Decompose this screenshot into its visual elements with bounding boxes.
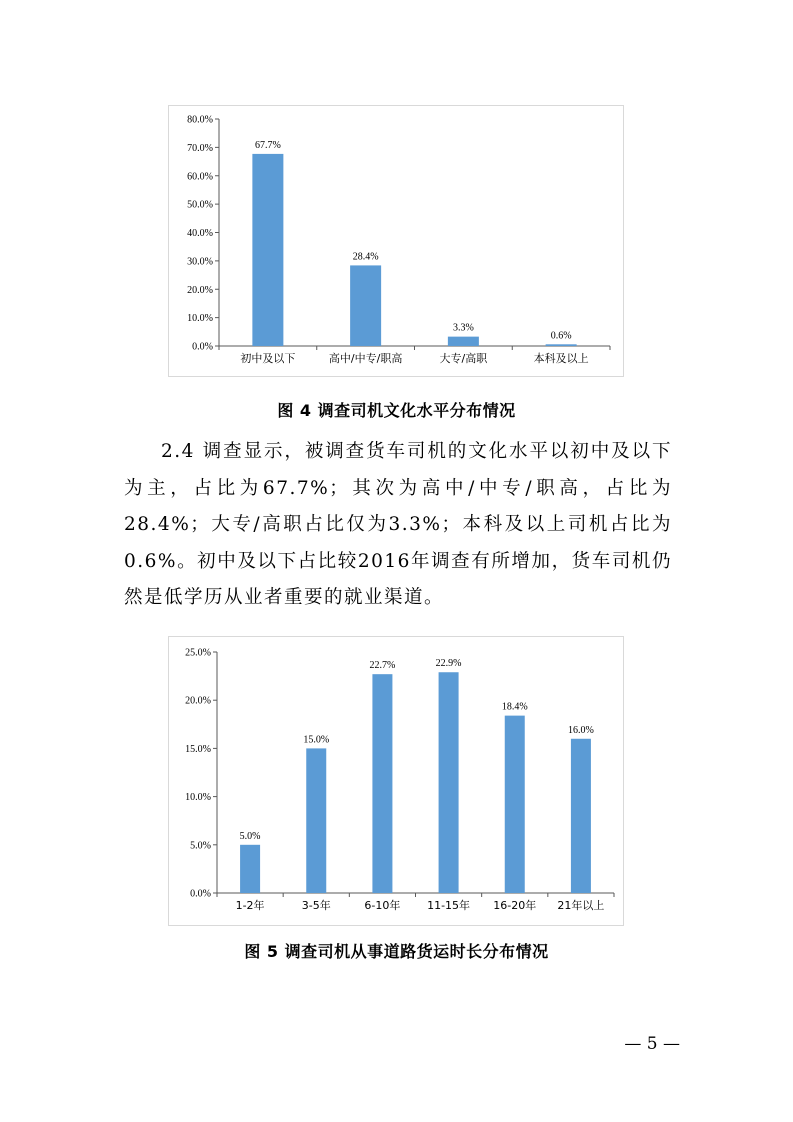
- y-tick-label: 0.0%: [190, 888, 211, 900]
- x-category-label: 11-15年: [427, 899, 471, 912]
- x-category-label: 21年以上: [557, 899, 605, 912]
- bar: [306, 748, 326, 893]
- y-tick-label: 20.0%: [187, 284, 213, 296]
- x-category-label: 高中/中专/职高: [328, 352, 403, 365]
- y-tick-label: 30.0%: [187, 256, 213, 268]
- y-tick-label: 70.0%: [187, 142, 213, 154]
- education-chart-svg: [169, 106, 625, 378]
- bar: [546, 344, 577, 346]
- x-category-label: 本科及以上: [533, 352, 589, 365]
- bar: [439, 672, 459, 893]
- x-category-label: 大专/高职: [439, 352, 488, 365]
- driving-years-chart-svg: [169, 637, 625, 927]
- bar: [448, 337, 479, 346]
- y-tick-label: 5.0%: [190, 840, 211, 852]
- y-tick-label: 0.0%: [192, 341, 213, 353]
- bar: [240, 845, 260, 893]
- bar: [571, 739, 591, 893]
- x-category-label: 初中及以下: [240, 352, 296, 365]
- y-tick-label: 80.0%: [187, 114, 213, 126]
- body-paragraph: 2.4 调查显示，被调查货车司机的文化水平以初中及以下为主，占比为67.7%；其次为高中/中专/职高，占比为28.4%；大专/高职占比仅为3.3%；本科及以上司机占比为0.6%。初中及以下占比较2016年调查有所增加，货车司机仍然是低学历从业者重要的就业渠道。: [124, 441, 672, 608]
- y-tick-label: 40.0%: [187, 228, 213, 239]
- driving-years-chart: [168, 636, 624, 926]
- bar: [350, 265, 381, 346]
- page-number: — 5 —: [624, 1034, 680, 1054]
- y-tick-label: 10.0%: [185, 792, 211, 804]
- data-label: 0.6%: [550, 330, 572, 342]
- data-label: 22.9%: [435, 658, 462, 670]
- bar: [372, 674, 392, 893]
- y-tick-label: 15.0%: [185, 743, 211, 755]
- education-level-chart: [168, 105, 624, 377]
- y-tick-label: 20.0%: [185, 695, 211, 707]
- x-category-label: 16-20年: [493, 899, 537, 912]
- x-category-label: 6-10年: [364, 899, 401, 912]
- data-label: 5.0%: [239, 830, 261, 842]
- data-label: 67.7%: [254, 139, 281, 151]
- data-label: 15.0%: [303, 734, 330, 746]
- bar: [252, 154, 283, 346]
- bar: [505, 716, 525, 893]
- x-category-label: 3-5年: [301, 899, 331, 912]
- data-label: 18.4%: [501, 701, 528, 713]
- data-label: 3.3%: [452, 322, 474, 334]
- y-tick-label: 25.0%: [185, 647, 211, 659]
- data-label: 28.4%: [352, 251, 379, 263]
- y-tick-label: 60.0%: [187, 171, 213, 183]
- figure-5-caption: 图 5 调查司机从事道路货运时长分布情况: [244, 942, 549, 961]
- data-label: 16.0%: [567, 724, 594, 736]
- data-label: 22.7%: [369, 660, 396, 672]
- y-tick-label: 10.0%: [187, 313, 213, 325]
- x-category-label: 1-2年: [235, 899, 265, 912]
- y-tick-label: 50.0%: [187, 199, 213, 211]
- figure-4-caption: 图 4 调查司机文化水平分布情况: [277, 401, 516, 420]
